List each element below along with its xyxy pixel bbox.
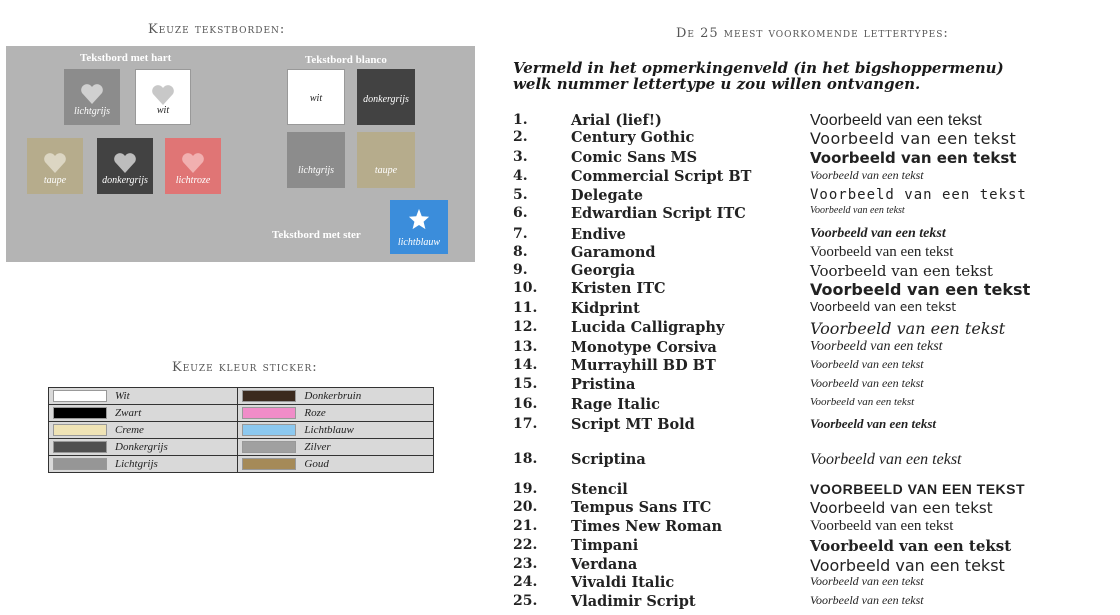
font-row — [513, 537, 1113, 555]
group-heart-label: Tekstbord met hart — [80, 52, 172, 64]
font-name: Delegate — [571, 187, 643, 204]
font-row — [513, 396, 1113, 414]
boards-panel — [6, 46, 475, 262]
sticker-option[interactable] — [238, 388, 434, 405]
sticker-color-label: Lichtblauw — [304, 423, 354, 436]
font-number: 19. — [513, 481, 538, 497]
sticker-color-label: Zwart — [115, 406, 142, 419]
font-name: Monotype Corsiva — [571, 339, 717, 356]
font-row — [513, 339, 1113, 357]
swatch-heart-taupe[interactable] — [27, 138, 83, 194]
font-row — [513, 300, 1113, 318]
heart-icon — [113, 152, 137, 174]
color-chip — [53, 441, 107, 453]
font-name: Tempus Sans ITC — [571, 499, 712, 516]
font-row — [513, 499, 1113, 517]
font-number: 17. — [513, 416, 538, 432]
font-sample: Voorbeeld van een tekst — [810, 339, 943, 354]
sticker-option[interactable] — [49, 456, 238, 473]
sticker-option[interactable] — [238, 456, 434, 473]
font-sample: Voorbeeld van een tekst — [810, 280, 1031, 299]
font-name: Endive — [571, 226, 626, 243]
sticker-option[interactable] — [238, 405, 434, 422]
font-row — [513, 129, 1113, 147]
sticker-row — [49, 388, 434, 405]
font-row — [513, 187, 1113, 205]
font-sample: Voorbeeld van een tekst — [810, 593, 924, 607]
heart-icon — [43, 152, 67, 174]
font-number: 16. — [513, 396, 538, 412]
font-sample: Voorbeeld van een tekst — [810, 574, 924, 588]
font-number: 2. — [513, 129, 528, 145]
font-sample: Voorbeeld van een tekst — [810, 499, 993, 517]
sticker-row — [49, 439, 434, 456]
font-number: 25. — [513, 593, 538, 609]
font-name: Scriptina — [571, 451, 646, 468]
font-row — [513, 262, 1113, 280]
font-name: Garamond — [571, 244, 656, 261]
font-row — [513, 451, 1113, 469]
font-sample: Voorbeeld van een tekst — [810, 300, 957, 314]
font-name: Commercial Script BT — [571, 168, 752, 185]
color-chip — [242, 441, 296, 453]
font-number: 6. — [513, 205, 528, 221]
font-name: Murrayhill BD BT — [571, 357, 716, 374]
color-chip — [242, 458, 296, 470]
sticker-row — [49, 422, 434, 439]
font-sample: Voorbeeld van een tekst — [810, 357, 924, 371]
font-name: Times New Roman — [571, 518, 723, 535]
font-row — [513, 518, 1113, 536]
font-sample: Voorbeeld van een tekst — [810, 149, 1017, 167]
swatch-heart-donkergrijs[interactable] — [97, 138, 153, 194]
color-chip — [53, 424, 107, 436]
font-number: 5. — [513, 187, 528, 203]
sticker-option[interactable] — [49, 439, 238, 456]
swatch-label: lichtroze — [175, 175, 211, 186]
font-name: Arial (lief!) — [571, 112, 662, 129]
swatch-label: donkergrijs — [363, 94, 409, 105]
sticker-option[interactable] — [49, 405, 238, 422]
sticker-color-label: Wit — [115, 389, 130, 402]
swatch-label: wit — [309, 93, 323, 104]
font-name: Georgia — [571, 262, 635, 279]
font-number: 22. — [513, 537, 538, 553]
sticker-color-label: Zilver — [304, 440, 331, 453]
font-sample: Voorbeeld van een tekst — [810, 537, 1012, 555]
font-name: Lucida Calligraphy — [571, 319, 725, 336]
font-sample: Voorbeeld van een tekst — [810, 556, 1005, 575]
font-number: 21. — [513, 518, 538, 534]
intro-line-2: welk nummer lettertype u zou willen ontvangen. — [513, 75, 921, 93]
color-chip — [242, 390, 296, 402]
font-number: 15. — [513, 376, 538, 392]
swatch-label: lichtblauw — [397, 237, 441, 248]
swatch-label: lichtgrijs — [73, 106, 111, 117]
sticker-color-label: Roze — [304, 406, 326, 419]
font-row — [513, 205, 1113, 223]
font-row — [513, 357, 1113, 375]
color-chip — [242, 407, 296, 419]
font-sample: Voorbeeld van een tekst — [810, 518, 954, 534]
font-name: Verdana — [571, 556, 638, 573]
sticker-option[interactable] — [238, 422, 434, 439]
font-name: Kidprint — [571, 300, 640, 317]
sticker-row — [49, 456, 434, 473]
swatch-blank-lichtgrijs[interactable] — [287, 132, 345, 188]
color-chip — [242, 424, 296, 436]
font-sample: Voorbeeld van een tekst — [810, 244, 954, 260]
swatch-label: taupe — [374, 165, 398, 176]
font-number: 3. — [513, 149, 528, 165]
font-name: Comic Sans MS — [571, 149, 698, 166]
sticker-option[interactable] — [238, 439, 434, 456]
font-row — [513, 168, 1113, 186]
font-name: Stencil — [571, 481, 628, 498]
font-name: Script MT Bold — [571, 416, 695, 433]
font-row — [513, 112, 1113, 130]
group-blank-label: Tekstbord blanco — [305, 54, 387, 66]
font-sample: Voorbeeld van een tekst — [810, 168, 924, 182]
fonts-title: De 25 meest voorkomende lettertypes: — [676, 26, 949, 41]
swatch-heart-wit[interactable] — [135, 69, 191, 125]
font-sample: Voorbeeld van een tekst — [810, 451, 962, 468]
font-number: 18. — [513, 451, 538, 467]
swatch-blank-donkergrijs[interactable] — [357, 69, 415, 125]
font-row — [513, 226, 1113, 244]
font-name: Pristina — [571, 376, 636, 393]
font-number: 7. — [513, 226, 528, 242]
font-row — [513, 556, 1113, 574]
font-sample: Voorbeeld van een tekst — [810, 226, 946, 241]
fonts-intro — [513, 60, 1073, 92]
sticker-color-label: Goud — [304, 457, 329, 470]
swatch-star-lichtblauw[interactable] — [390, 200, 448, 254]
font-sample: VOORBEELD VAN EEN TEKST — [810, 481, 1026, 497]
swatch-blank-wit[interactable] — [287, 69, 345, 125]
swatch-label: wit — [156, 105, 170, 116]
font-row — [513, 244, 1113, 262]
swatch-heart-lichtroze[interactable] — [165, 138, 221, 194]
sticker-color-label: Creme — [115, 423, 144, 436]
font-number: 13. — [513, 339, 538, 355]
font-name: Vivaldi Italic — [571, 574, 675, 591]
font-sample: Voorbeeld van een tekst — [810, 262, 993, 280]
swatch-label: donkergrijs — [102, 175, 148, 186]
sticker-option[interactable] — [49, 388, 238, 405]
swatch-blank-taupe[interactable] — [357, 132, 415, 188]
font-row — [513, 481, 1113, 499]
font-number: 24. — [513, 574, 538, 590]
font-number: 11. — [513, 300, 538, 316]
font-number: 23. — [513, 556, 538, 572]
font-number: 8. — [513, 244, 528, 260]
swatch-label: taupe — [43, 175, 67, 186]
font-name: Vladimir Script — [571, 593, 696, 610]
sticker-option[interactable] — [49, 422, 238, 439]
font-row — [513, 280, 1113, 298]
font-sample: Voorbeeld van een tekst — [810, 205, 905, 216]
font-row — [513, 319, 1113, 337]
font-row — [513, 376, 1113, 394]
font-sample: Voorbeeld van een tekst — [810, 396, 915, 408]
intro-line-1: Vermeld in het opmerkingenveld (in het bigshoppermenu) — [513, 59, 1004, 77]
font-number: 9. — [513, 262, 528, 278]
font-sample: Voorbeeld van een tekst — [810, 319, 1006, 338]
font-number: 20. — [513, 499, 538, 515]
font-sample: Voorbeeld van een tekst — [810, 112, 982, 129]
sticker-color-table — [48, 387, 434, 473]
swatch-heart-lichtgrijs[interactable] — [64, 69, 120, 125]
font-row — [513, 416, 1113, 434]
swatch-label: lichtgrijs — [297, 165, 335, 176]
sticker-color-label: Lichtgrijs — [115, 457, 158, 470]
font-number: 14. — [513, 357, 538, 373]
heart-icon — [151, 84, 175, 106]
sticker-color-label: Donkerbruin — [304, 389, 362, 402]
sticker-color-label: Donkergrijs — [115, 440, 168, 453]
font-name: Century Gothic — [571, 129, 695, 146]
font-sample: Voorbeeld van een tekst — [810, 129, 1017, 148]
font-name: Timpani — [571, 537, 639, 554]
font-number: 4. — [513, 168, 528, 184]
font-row — [513, 149, 1113, 167]
star-icon — [408, 208, 430, 230]
color-chip — [53, 390, 107, 402]
font-number: 10. — [513, 280, 538, 296]
heart-icon — [80, 83, 104, 105]
font-row — [513, 574, 1113, 592]
font-row — [513, 593, 1113, 611]
font-number: 1. — [513, 112, 528, 128]
sticker-title: Keuze kleur sticker: — [172, 360, 318, 375]
font-sample: Voorbeeld van een tekst — [810, 416, 937, 431]
boards-title: Keuze tekstborden: — [148, 22, 286, 37]
color-chip — [53, 458, 107, 470]
font-number: 12. — [513, 319, 538, 335]
font-sample: Voorbeeld van een tekst — [810, 376, 924, 390]
color-chip — [53, 407, 107, 419]
font-sample: Voorbeeld van een tekst — [810, 187, 1027, 203]
heart-icon — [181, 152, 205, 174]
sticker-row — [49, 405, 434, 422]
font-name: Kristen ITC — [571, 280, 666, 297]
font-name: Rage Italic — [571, 396, 660, 413]
group-star-label: Tekstbord met ster — [272, 229, 361, 241]
font-name: Edwardian Script ITC — [571, 205, 746, 222]
